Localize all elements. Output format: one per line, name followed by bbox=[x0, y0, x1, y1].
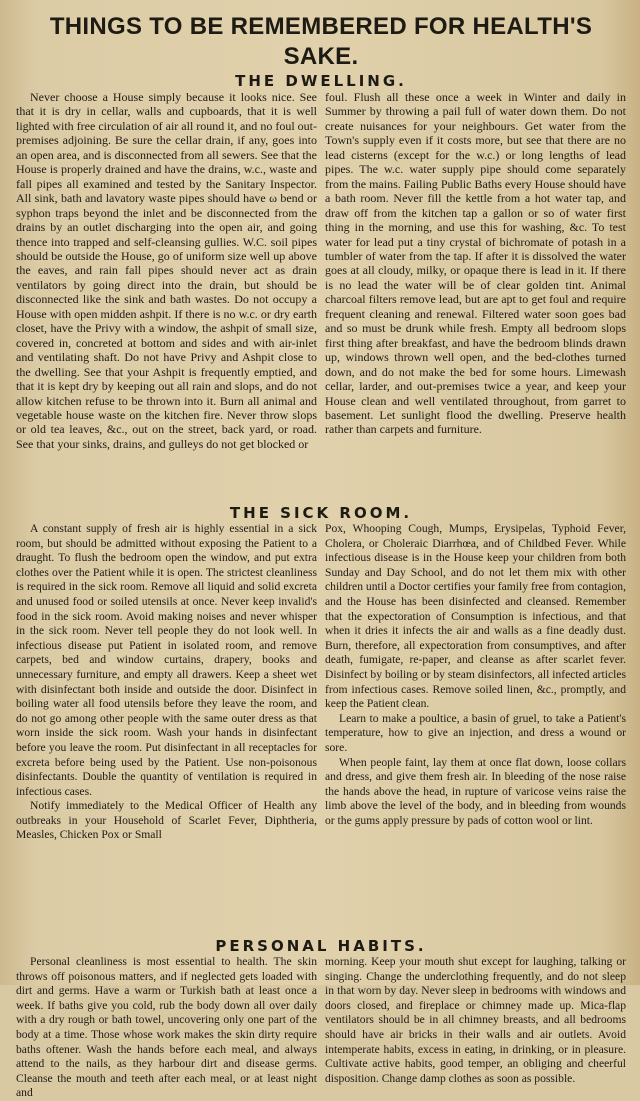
left-column bbox=[16, 522, 317, 937]
paragraph: When people faint, lay them at once flat down, loose collars and dress, and give them fresh air. In bleeding of the nose raise the hands above the head, in rupture of varicose veins raise the limb above the level of the body, and in bleeding from wounds or the gums apply pressure by pads of cotton wool or lint. bbox=[325, 755, 626, 827]
right-column bbox=[325, 90, 626, 504]
paragraph: Learn to make a poultice, a basin of gruel, to take a Patient's temperature, how to give an injection, and dress a wound or sore. bbox=[325, 711, 626, 754]
left-column bbox=[16, 90, 317, 504]
paragraph: Never choose a House simply because it looks nice. See that it is dry in cellar, walls and cupboards, that it is well lighted with free circulation of air all round it, and no foul out-premises adjoining. Be sure the cellar drain, if any, goes into an open area, and is disconnected from all sewers. See that the House is properly drained and have the drains, w.c., waste and fall pipes all examined and tested by the Sanitary Inspector. All sink, bath and lavatory waste pipes should have ω bend or syphon traps beyond the inlet and be disconnected from the drains by an outlet discharging into the open air, and going thence into trapped and self-cleansing gullies. W.C. soil pipes should be outside the House, go of uniform size well up above the eaves, and rain fall pipes should never act as drain ventilators by going direct into the drain, but should be disconnected like the sink and bath wastes. Do not occupy a House with open midden ashpit. If there is no w.c. or dry earth closet, have the Privy with a window, the ashpit of small size, covered in, concreted at bottom and sides and with air-inlet and ventilating shaft. Do not have Privy and Ashpit close to the dwelling. See that your Ashpit is frequently emptied, and that it is kept dry by keeping out all rain and slops, and do not allow kitchen refuse to be thrown into it. Burn all animal and vegetable house waste on the kitchen fire. Never throw slops or old tea leaves, &c., out on the street, back yard, or road. See that your sinks, drains, and gulleys do not get blocked or bbox=[16, 90, 317, 451]
paragraph: A constant supply of fresh air is highly essential in a sick room, but should be admitted without exposing the Patient to a draught. To flush the bedroom open the window, and put extra clothes over the Patient while it is open. The strictest cleanliness is required in the sick room. Remove all liquid and solid excreta and unused food or soiled utensils at once. Never keep invalid's food in the sick room. Avoid making noises and never whisper in the sick room. Never tell people they do not look well. In infectious disease put Patient in isolated room, and remove carpets, bed and window curtains, drapery, books and unnecessary furniture, and empty all drawers. Keep a sheet wet with disinfectant both inside and outside the door. Disinfect in boiling water all food utensils before they leave the room, and do not go among other people with the same outer dress as that worn inside the sick room. Wash your hands in disinfectant before you leave the room. Put disinfectant in all receptacles for excreta before being used by the Patient. Use non-poisonous disinfectants. Double the quantity of ventilation is required in infectious cases. bbox=[16, 522, 317, 798]
paragraph: Personal cleanliness is most essential to health. The skin throws off poisonous matters, and if neglected gets loaded with dirt and germs. Have a warm or Turkish bath at least once a week. If baths give you cold, rub the body down all over daily with a dry rough or bath towel, uncovering only one part of the body at a time. Those whose work makes the skin dirty require baths oftener. Wash the hands before each meal, and always attend to the nails, as they harbour dirt and disease germs. Cleanse the mouth and teeth after each meal, or at least night and bbox=[16, 955, 317, 1100]
section-dwelling bbox=[16, 72, 626, 504]
right-column bbox=[325, 955, 626, 1085]
section-heading: THE SICK ROOM. bbox=[229, 504, 413, 522]
paragraph: morning. Keep your mouth shut except for laughing, talking or singing. Change the underclothing frequently, and do not sleep in that worn by day. Never sleep in bedrooms with windows and doors closed, and fireplace or chimney made up. Mica-flap ventilators should be in all chimney breasts, and all bedrooms should have air bricks in their walls and air outlets. Avoid intemperate habits, excess in eating, in drinking, or in pleasure. Cultivate active habits, good temper, an obliging and cheerful disposition. Change damp clothes as soon as possible. bbox=[325, 955, 626, 1085]
section-heading: PERSONAL HABITS. bbox=[215, 937, 427, 955]
paragraph: Notify immediately to the Medical Officer of Health any outbreaks in your Household of Scarlet Fever, Diphtheria, Measles, Chicken Pox or Small bbox=[16, 799, 317, 842]
section-sick-room bbox=[16, 504, 626, 937]
page-title: THINGS TO BE REMEMBERED FOR HEALTH'S SAKE. bbox=[49, 13, 593, 70]
right-column bbox=[325, 522, 626, 937]
section-heading: THE DWELLING. bbox=[235, 72, 407, 90]
left-column bbox=[16, 955, 317, 1100]
paragraph: foul. Flush all these once a week in Winter and daily in Summer by throwing a pail full of water down them. Do not create nuisances for your neighbours. Get water from the Town's supply even if it costs more, but see that there are no lead cisterns (except for the w.c.) or long lengths of lead pipes. The w.c. water supply pipe should come separately from the mains. Failing Public Baths every House should have a bath room. Never fill the kettle from a hot water tap, and draw off from the kitchen tap a gallon or so of water first thing in the morning, and use this for washing, &c. To test water for lead put a tiny crystal of bichromate of potash in a tumbler of water from the tap. If after it is dissolved the water goes at all cloudy, milky, or opaque there is lead in it. If there is no lead the water will be of clear golden tint. Animal charcoal filters remove lead, but are apt to get foul and require frequent cleaning and renewal. Filtered water soon goes bad and so must be drunk while fresh. Empty all bedroom slops first thing after breakfast, and have the bedroom blinds drawn up, windows thrown well open, and the bed-clothes turned down, and do not make the bed for some hours. Limewash cellar, larder, and out-premises twice a year, and keep your House clean and well ventilated throughout, from garret to basement. Let sunlight flood the dwelling. Preserve health rather than carpets and furniture. bbox=[325, 90, 626, 437]
paragraph: Pox, Whooping Cough, Mumps, Erysipelas, Typhoid Fever, Cholera, or Choleraic Diarrhœa, and of Childbed Fever. While infectious disease is in the House keep your children from both Sunday and Day School, and do not let them mix with other children until a Doctor certifies your family free from contagion, and the House has been disinfected and cleansed. Remember that the expectoration of Consumption is infectious, and that when it dries it infects the air and walls as a fine deadly dust. Burn, therefore, all expectoration from consumptives, and after death, fumigate, re-paper, and cleanse as after scarlet fever. Disinfect by boiling or by steam disinfectors, all infected articles from infectious cases. Remove soiled linen, &c., promptly, and keep the Patient clean. bbox=[325, 522, 626, 711]
section-personal-habits bbox=[16, 937, 626, 1100]
